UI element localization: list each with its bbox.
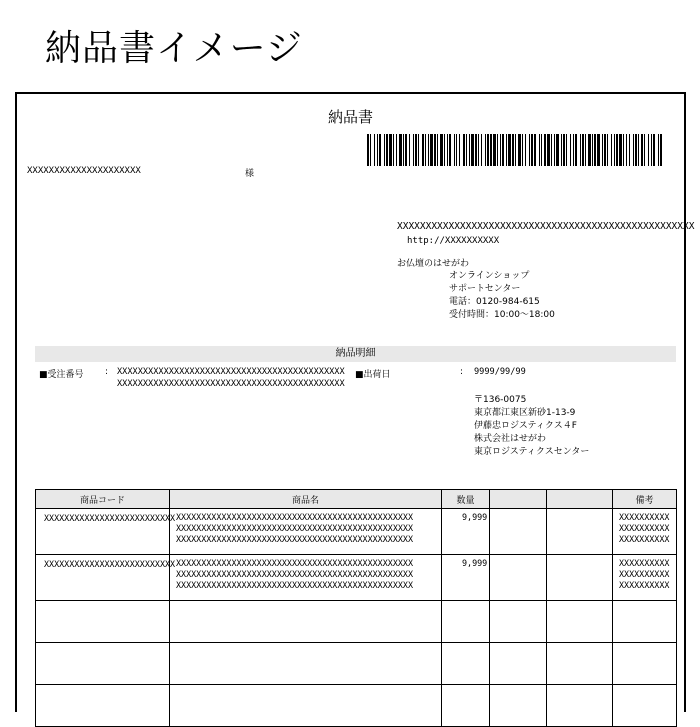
barcode-bar (463, 134, 465, 166)
blank-cell (442, 643, 490, 685)
ship-address-line: 東京都江東区新砂1-13-9 (474, 408, 576, 418)
ship-date-separator: : (460, 367, 464, 377)
remarks-line: XXXXXXXXXX (619, 512, 670, 522)
barcode-bar (500, 134, 501, 166)
barcode-bar (393, 134, 394, 166)
barcode-bar (633, 134, 634, 166)
ship-address-line: 東京ロジスティクスセンター (474, 447, 590, 457)
barcode-bar (597, 134, 600, 166)
barcode-bar (422, 134, 424, 166)
blank-cell (490, 601, 547, 643)
order-number-label: ■受注番号 (39, 370, 84, 380)
barcode-bar (459, 134, 460, 166)
blank-cell (490, 685, 547, 727)
remarks-line: XXXXXXXXXX (619, 569, 670, 579)
barcode-bar (602, 134, 603, 166)
remarks-line: XXXXXXXXXX (619, 580, 670, 590)
remarks-cell (613, 555, 677, 601)
barcode-bar (651, 134, 652, 166)
barcode-bar (449, 134, 451, 166)
barcode-bar (623, 134, 624, 166)
blank-cell (442, 685, 490, 727)
barcode-bar (515, 134, 516, 166)
barcode-bar (493, 134, 496, 166)
document-title: 納品書 (327, 108, 373, 126)
order-number-separator: : (105, 367, 109, 377)
barcode-bar (588, 134, 591, 166)
product-name-line: XXXXXXXXXXXXXXXXXXXXXXXXXXXXXXXXXXXXXXXXXXXXXXX (176, 534, 413, 544)
blank-cell (36, 643, 170, 685)
barcode-bar (456, 134, 457, 166)
barcode-bar (566, 134, 567, 166)
product-name-line: XXXXXXXXXXXXXXXXXXXXXXXXXXXXXXXXXXXXXXXXXXXXXXX (176, 580, 413, 590)
sender-url: http://XXXXXXXXXX (407, 236, 500, 246)
blank-cell (36, 601, 170, 643)
barcode-bar (403, 134, 404, 166)
barcode-bar (440, 134, 443, 166)
product-name-line: XXXXXXXXXXXXXXXXXXXXXXXXXXXXXXXXXXXXXXXXXXXXXXX (176, 558, 413, 568)
barcode-bar (635, 134, 637, 166)
product-name-line: XXXXXXXXXXXXXXXXXXXXXXXXXXXXXXXXXXXXXXXXXXXXXXX (176, 569, 413, 579)
barcode-bar (561, 134, 562, 166)
barcode-bar (531, 134, 533, 166)
barcode-bar (616, 134, 618, 166)
shop-line: 電話：0120-984-615 (449, 297, 540, 307)
blank-cell (170, 601, 442, 643)
barcode-bar (418, 134, 419, 166)
barcode-bar (551, 134, 552, 166)
table-row-empty (36, 643, 677, 685)
barcode-bar (594, 134, 596, 166)
barcode-bar (518, 134, 521, 166)
barcode-bar (447, 134, 448, 166)
barcode-bar (629, 134, 630, 166)
barcode (367, 134, 663, 166)
barcode-bar (487, 134, 489, 166)
barcode-bar (619, 134, 622, 166)
barcode-bar (490, 134, 492, 166)
ship-address-line: 伊藤忠ロジスティクス４F (474, 421, 577, 431)
barcode-bar (611, 134, 612, 166)
barcode-bar (444, 134, 445, 166)
table-header-row (36, 490, 677, 509)
remarks-cell (613, 509, 677, 555)
blank-cell (547, 643, 613, 685)
barcode-bar (377, 134, 378, 166)
barcode-bar (573, 134, 574, 166)
barcode-bar (430, 134, 433, 166)
blank-cell (490, 555, 547, 601)
ship-address-line: 株式会社はせがわ (474, 434, 547, 444)
barcode-bar (437, 134, 438, 166)
barcode-bar (660, 134, 662, 166)
barcode-bar (525, 134, 526, 166)
remarks-line: XXXXXXXXXX (619, 534, 670, 544)
page-heading: 納品書イメージ (45, 28, 303, 69)
shop-line: 受付時間：10:00〜18:00 (449, 310, 555, 320)
table-row-empty (36, 601, 677, 643)
blank-cell (547, 601, 613, 643)
blank-cell (170, 643, 442, 685)
barcode-bar (396, 134, 397, 166)
blank-cell (490, 643, 547, 685)
barcode-bar (522, 134, 523, 166)
barcode-bar (386, 134, 388, 166)
barcode-bar (481, 134, 482, 166)
ship-address-line: 〒136-0075 (474, 395, 527, 405)
blank-cell (613, 601, 677, 643)
barcode-bar (367, 134, 369, 166)
product-name-cell (170, 555, 442, 601)
barcode-bar (575, 134, 577, 166)
table-row (36, 555, 677, 601)
barcode-bar (641, 134, 643, 166)
blank-cell (613, 685, 677, 727)
barcode-bar (534, 134, 536, 166)
delivery-slip-sheet (15, 92, 695, 712)
column-header: 商品名 (170, 490, 442, 509)
customer-name: XXXXXXXXXXXXXXXXXXXXX (27, 166, 141, 176)
shop-label: お仏壇のはせがわ (397, 259, 470, 269)
barcode-bar (409, 134, 410, 166)
column-header (490, 490, 547, 509)
remarks-line: XXXXXXXXXX (619, 523, 670, 533)
barcode-bar (554, 134, 555, 166)
product-name-line: XXXXXXXXXXXXXXXXXXXXXXXXXXXXXXXXXXXXXXXXXXXXXXX (176, 512, 413, 522)
barcode-bar (370, 134, 371, 166)
product-name-cell (170, 509, 442, 555)
barcode-bar (580, 134, 581, 166)
barcode-bar (389, 134, 392, 166)
barcode-bar (607, 134, 608, 166)
barcode-bar (638, 134, 639, 166)
barcode-bar (497, 134, 498, 166)
barcode-bar (604, 134, 606, 166)
blank-cell (613, 643, 677, 685)
sender-code: XXXXXXXXXXXXXXXXXXXXXXXXXXXXXXXXXXXXXXXXXXXXXXXXXXXX (397, 221, 695, 232)
ship-date-label: ■出荷日 (355, 370, 391, 380)
barcode-bar (556, 134, 559, 166)
barcode-bar (413, 134, 414, 166)
blank-cell (442, 601, 490, 643)
barcode-bar (570, 134, 571, 166)
barcode-bar (626, 134, 627, 166)
barcode-bar (469, 134, 470, 166)
barcode-bar (512, 134, 514, 166)
column-header: 数量 (442, 490, 490, 509)
barcode-bar (547, 134, 550, 166)
section-title: 納品明細 (35, 346, 676, 362)
barcode-bar (529, 134, 530, 166)
table-row-empty (36, 685, 677, 727)
barcode-bar (563, 134, 565, 166)
barcode-bar (478, 134, 479, 166)
items-table (35, 489, 677, 727)
barcode-bar (614, 134, 615, 166)
remarks-line: XXXXXXXXXX (619, 558, 670, 568)
barcode-bar (506, 134, 507, 166)
order-number-line: XXXXXXXXXXXXXXXXXXXXXXXXXXXXXXXXXXXXXXXXXXXX (117, 379, 345, 389)
barcode-bar (485, 134, 486, 166)
column-header: 商品コード (36, 490, 170, 509)
barcode-bar (428, 134, 429, 166)
shop-line: サポートセンター (449, 284, 521, 294)
barcode-bar (425, 134, 426, 166)
blank-cell (170, 685, 442, 727)
barcode-bar (415, 134, 417, 166)
blank-cell (36, 685, 170, 727)
blank-cell (547, 509, 613, 555)
barcode-bar (544, 134, 546, 166)
barcode-bar (454, 134, 455, 166)
ship-date: 9999/99/99 (474, 367, 526, 377)
column-header (547, 490, 613, 509)
quantity-cell: 9,999 (442, 509, 490, 555)
barcode-bar (434, 134, 436, 166)
barcode-bar (374, 134, 375, 166)
blank-cell (490, 509, 547, 555)
shop-line: オンラインショップ (449, 271, 530, 281)
product-code-cell: XXXXXXXXXXXXXXXXXXXXXXXXXX (36, 555, 170, 601)
barcode-bar (653, 134, 655, 166)
barcode-bar (384, 134, 385, 166)
barcode-bar (658, 134, 659, 166)
column-header: 備考 (613, 490, 677, 509)
barcode-bar (475, 134, 477, 166)
barcode-bar (592, 134, 593, 166)
quantity-cell: 9,999 (442, 555, 490, 601)
barcode-bar (471, 134, 474, 166)
barcode-bar (582, 134, 584, 166)
barcode-bar (379, 134, 381, 166)
honorific: 様 (245, 169, 255, 179)
barcode-bar (539, 134, 540, 166)
barcode-bar (648, 134, 649, 166)
product-code-cell: XXXXXXXXXXXXXXXXXXXXXXXXXX (36, 509, 170, 555)
barcode-bar (541, 134, 542, 166)
product-name-line: XXXXXXXXXXXXXXXXXXXXXXXXXXXXXXXXXXXXXXXXXXXXXXX (176, 523, 413, 533)
blank-cell (547, 685, 613, 727)
barcode-bar (502, 134, 504, 166)
barcode-bar (405, 134, 407, 166)
barcode-bar (466, 134, 467, 166)
barcode-bar (585, 134, 586, 166)
barcode-bar (508, 134, 511, 166)
barcode-bar (399, 134, 402, 166)
table-row (36, 509, 677, 555)
barcode-bar (644, 134, 645, 166)
order-number-line: XXXXXXXXXXXXXXXXXXXXXXXXXXXXXXXXXXXXXXXXXXXX (117, 367, 345, 377)
blank-cell (547, 555, 613, 601)
